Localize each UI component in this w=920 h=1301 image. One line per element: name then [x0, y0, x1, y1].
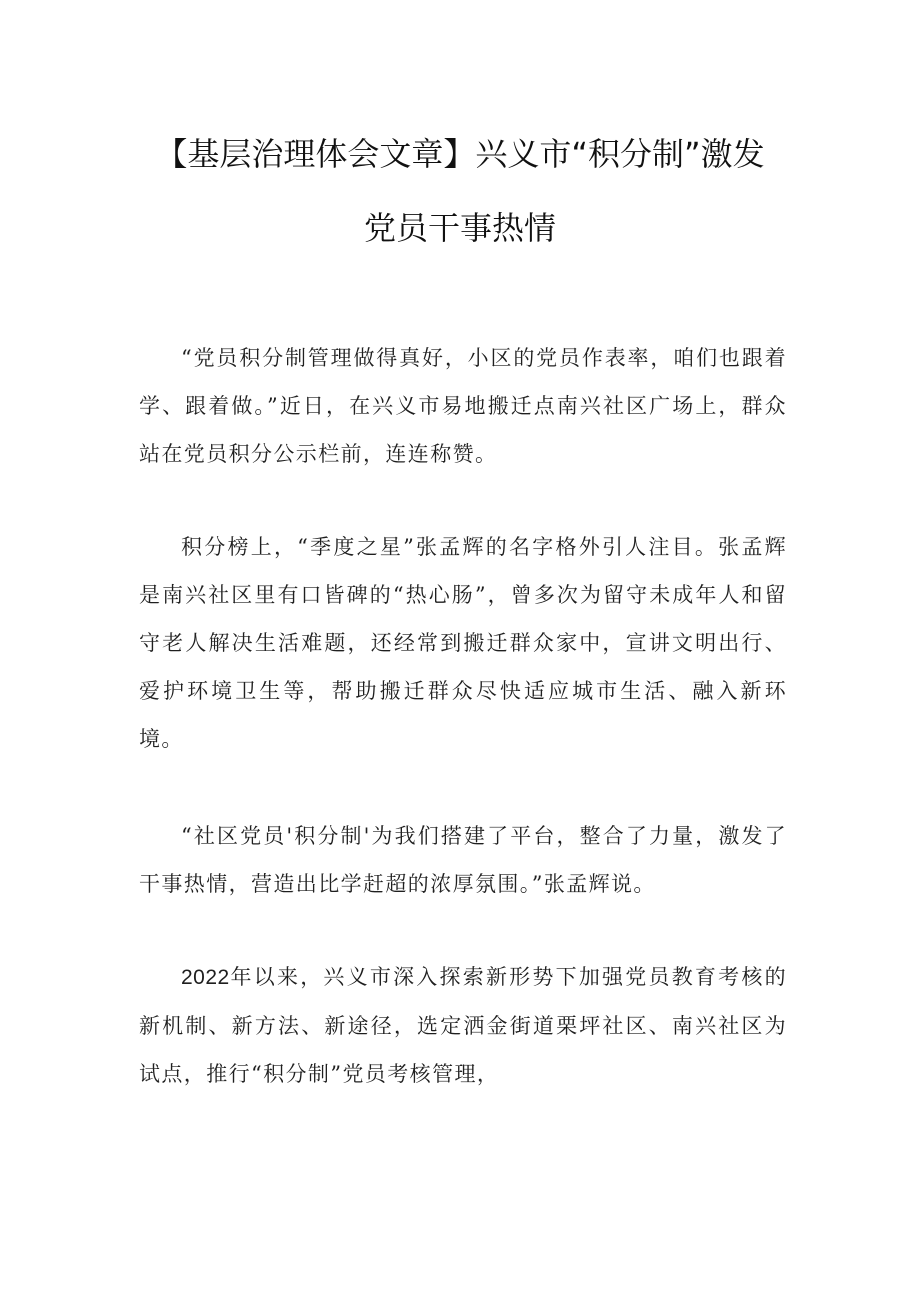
- document-title-line-2: 党员干事热情: [363, 209, 556, 247]
- paragraph-2: 积分榜上，“季度之星”张孟辉的名字格外引人注目。张孟辉是南兴社区里有口皆碑的“热心肠”，曾多次为留守未成年人和留守老人解决生活难题，还经常到搬迁群众家中，宣讲文明出行、爱护环境卫生等，帮助搬迁群众尽快适应城市生活、融入新环境。: [139, 535, 787, 751]
- paragraph-3: “社区党员'积分制'为我们搭建了平台，整合了力量，激发了干事热情，营造出比学赶超的浓厚氛围。”张孟辉说。: [139, 824, 787, 896]
- document-title-line-1: 【基层治理体会文章】兴义市“积分制”激发: [155, 135, 765, 173]
- paragraph-1: “党员积分制管理做得真好，小区的党员作表率，咱们也跟着学、跟着做。”近日，在兴义市易地搬迁点南兴社区广场上，群众站在党员积分公示栏前，连连称赞。: [139, 346, 787, 466]
- paragraph-4-text: 年以来，兴义市深入探索新形势下加强党员教育考核的新机制、新方法、新途径，选定洒金街道栗坪社区、南兴社区为试点，推行“积分制”党员考核管理，: [139, 965, 787, 1086]
- paragraph-4-year: 2022: [181, 966, 230, 989]
- paragraph-4: [139, 953, 787, 1098]
